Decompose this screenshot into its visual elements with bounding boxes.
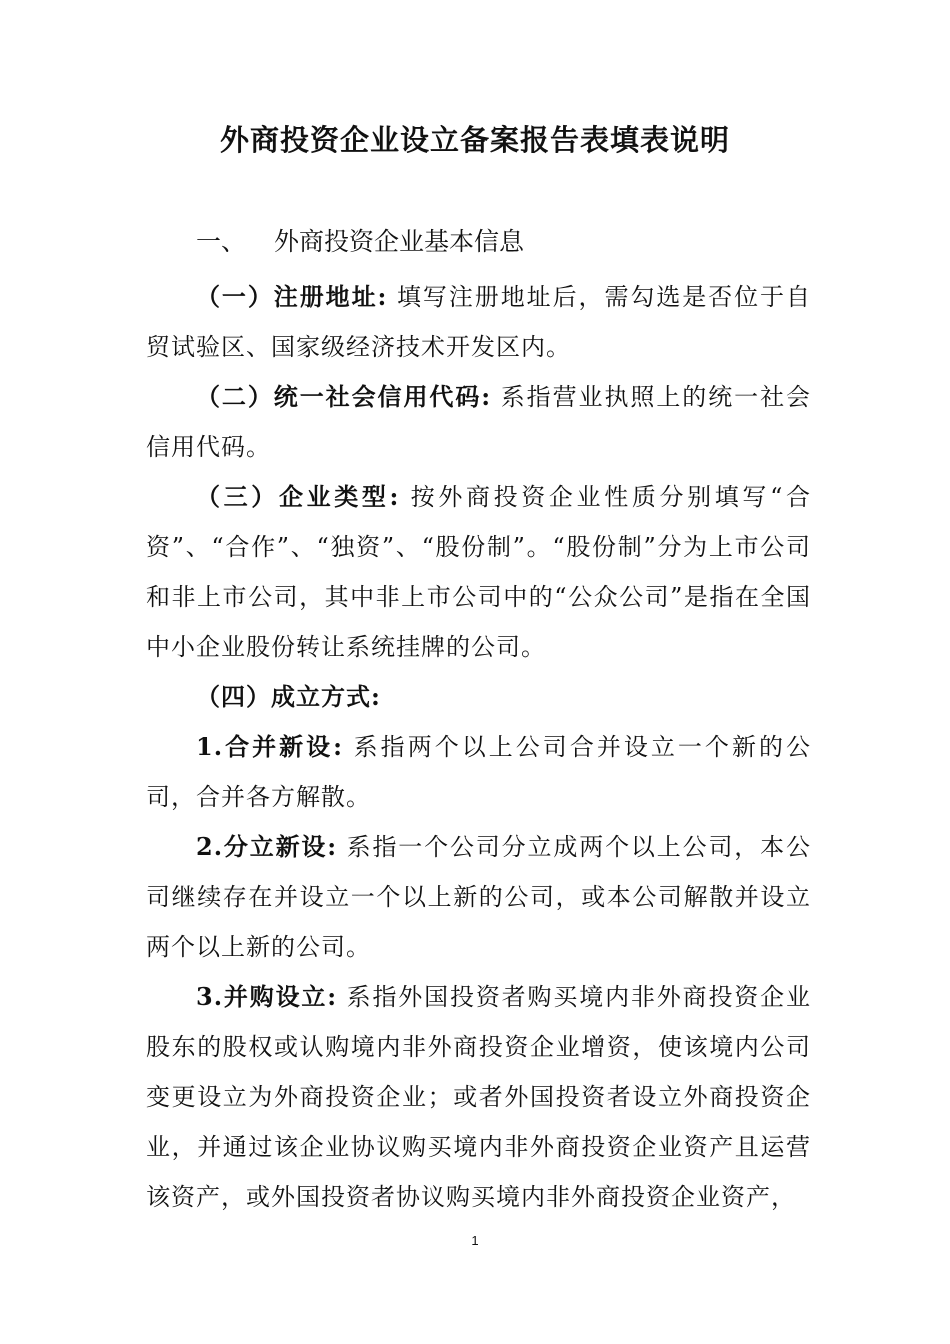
paragraph-division	[146, 822, 811, 972]
paragraph-merger	[146, 722, 811, 822]
section-number: 一、	[196, 227, 247, 256]
paragraph-text: 系指营业执照上的统一社会信用代码。	[146, 383, 812, 461]
paragraph-text: 系指两个以上公司合并设立一个新的公司，合并各方解散。	[146, 733, 811, 811]
paragraph-label: 2.分立新设:	[196, 832, 338, 861]
paragraph-text: 系指外国投资者购买境内非外商投资企业股东的股权或认购境内非外商投资企业增资，使该境内公司变更设立为外商投资企业；或者外国投资者设立外商投资企业，并通过该企业协议购买境内非外商投资企业资产且运营该资产，或外国投资者协议购买境内非外商投资企业资产，	[146, 983, 811, 1211]
paragraph-text: 按外商投资企业性质分别填写“合资”、“合作”、“独资”、“股份制”。“股份制”分为上市公司和非上市公司，其中非上市公司中的“公众公司”是指在全国中小企业股份转让系统挂牌的公司。	[146, 483, 811, 661]
document-body	[146, 272, 811, 1222]
page-number: 1	[471, 1233, 479, 1248]
paragraph-registered-address	[146, 272, 811, 372]
paragraph-text: 系指一个公司分立成两个以上公司，本公司继续存在并设立一个以上新的公司，或本公司解散并设立两个以上新的公司。	[146, 833, 811, 961]
section-heading	[196, 222, 524, 262]
paragraph-enterprise-type	[146, 472, 811, 672]
paragraph-label: 1.合并新设:	[196, 732, 344, 761]
paragraph-label: （一）注册地址:	[196, 282, 388, 311]
paragraph-establishment-method	[146, 672, 811, 722]
paragraph-text: 填写注册地址后，需勾选是否位于自贸试验区、国家级经济技术开发区内。	[146, 283, 811, 361]
paragraph-label: 3.并购设立:	[196, 982, 338, 1011]
section-title: 外商投资企业基本信息	[274, 227, 525, 256]
paragraph-label: （三）企业类型:	[196, 482, 400, 511]
paragraph-label: （四）成立方式:	[196, 682, 381, 711]
paragraph-acquisition	[146, 972, 811, 1222]
paragraph-label: （二）统一社会信用代码:	[196, 382, 492, 411]
paragraph-credit-code	[146, 372, 811, 472]
document-title: 外商投资企业设立备案报告表填表说明	[219, 123, 730, 157]
